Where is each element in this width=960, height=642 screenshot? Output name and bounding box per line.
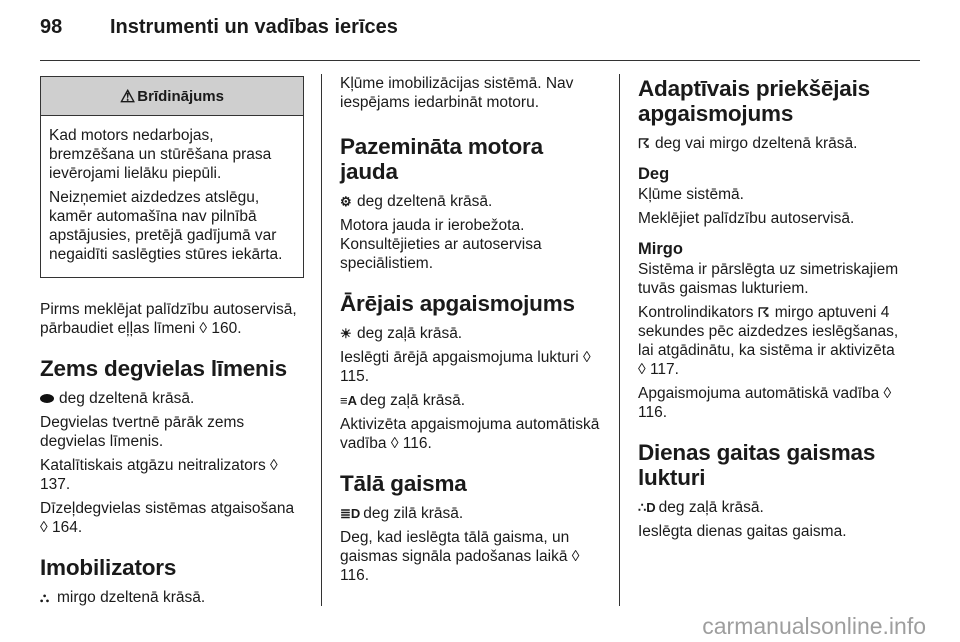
column-1 <box>40 74 304 612</box>
drl-line <box>638 498 900 517</box>
column-2 <box>340 74 602 590</box>
engine-power-text: deg dzeltenā krāsā. <box>357 193 493 210</box>
column-divider <box>619 74 620 606</box>
mirgo-indicator-line <box>638 303 900 379</box>
mirgo-text: Apgaismojuma automātiskā vadība ◊ 116. <box>638 385 892 421</box>
auto-light-icon: ≡A <box>340 393 357 408</box>
afl-icon: ☈ <box>757 305 770 320</box>
oil-text: Pirms meklējat palīdzību autoservisā, pārbaudiet eļļas līmeni ◊ 160. <box>40 301 297 337</box>
mirgo-text: Sistēma ir pārslēgta uz simetriskajiem tuvās gaismas lukturiem. <box>638 261 899 297</box>
warning-body <box>41 116 303 277</box>
fuel-indicator-line <box>40 389 304 408</box>
auto-light-text: deg zaļā krāsā. <box>359 392 466 409</box>
mirgo-heading: Mirgo <box>638 240 683 258</box>
immobilizer-text: Kļūme imobilizācijas sistēmā. Nav iespējams iedarbināt motoru. <box>340 75 574 111</box>
afl-icon: ☈ <box>638 136 650 151</box>
page-title: Instrumenti un vadības ierīces <box>110 16 398 38</box>
deg-text: Meklējiet palīdzību autoservisā. <box>638 210 855 227</box>
mirgo-text: Kontrolindikators <box>638 304 754 321</box>
warning-box <box>40 76 304 278</box>
high-beam-text: deg zilā krāsā. <box>363 505 464 522</box>
deg-heading: Deg <box>638 165 670 183</box>
column-divider <box>321 74 322 606</box>
engine-power-heading: Pazemināta motora jauda <box>340 134 543 184</box>
drl-text: Ieslēgta dienas gaitas gaisma. <box>638 523 847 540</box>
exterior-light-icon: ☀ <box>340 326 352 341</box>
auto-light-text: Aktivizēta apgaismojuma automātiskā vadība ◊ 116. <box>340 416 600 452</box>
fuel-icon <box>40 394 54 403</box>
warning-text: Kad motors nedarbojas, bremzēšana un stūrēšana prasa ievērojami lielāku piepūli. <box>49 127 272 182</box>
watermark: carmanualsonline.info <box>702 613 926 639</box>
exterior-light-text: Ieslēgti ārējā apgaismojuma lukturi ◊ 115. <box>340 349 591 385</box>
column-3 <box>638 74 900 546</box>
warning-text: Neizņemiet aizdedzes atslēgu, kamēr automašīna nav pilnībā apstājusies, pretējā gadījumā var negaidīti saslēgties stūres iekārta. <box>49 189 283 263</box>
fuel-text: deg dzeltenā krāsā. <box>59 390 195 407</box>
high-beam-heading: Tālā gaisma <box>340 471 467 496</box>
exterior-light-line <box>340 324 602 343</box>
immobilizer-text: mirgo dzeltenā krāsā. <box>57 589 206 606</box>
auto-light-line <box>340 391 602 410</box>
exterior-light-heading: Ārējais apgaismojums <box>340 291 575 316</box>
page-number: 98 <box>40 16 63 38</box>
drl-icon: ∴D <box>638 500 656 515</box>
afl-text: deg vai mirgo dzeltenā krāsā. <box>655 135 858 152</box>
high-beam-text: Deg, kad ieslēgta tālā gaisma, un gaismas signāla padošanas laikā ◊ 116. <box>340 529 580 584</box>
engine-power-text: Motora jauda ir ierobežota. Konsultējieties ar autoservisa speciālistiem. <box>340 217 542 272</box>
immobilizer-line <box>40 588 304 607</box>
fuel-text: Dīzeļdegvielas sistēmas atgaisošana ◊ 164. <box>40 500 295 536</box>
drl-text: deg zaļā krāsā. <box>658 499 764 516</box>
warning-icon: ⚠ <box>120 86 136 106</box>
warning-title: Brīdinājums <box>137 87 224 105</box>
fuel-heading: Zems degvielas līmenis <box>40 356 287 381</box>
fuel-text: Degvielas tvertnē pārāk zems degvielas līmenis. <box>40 414 245 450</box>
drl-heading: Dienas gaitas gaismas lukturi <box>638 440 876 490</box>
afl-heading: Adaptīvais priekšējais apgaismojums <box>638 76 870 126</box>
high-beam-icon: ≣D <box>340 506 361 521</box>
high-beam-line <box>340 504 602 523</box>
header-rule <box>40 60 920 61</box>
mirgo-text: mirgo aptuveni 4 sekundes pēc aizdedzes ieslēgšanas, lai atgādinātu, ka sistēma ir aktivizēta ◊ 117. <box>638 304 899 378</box>
warning-header <box>41 77 303 116</box>
deg-text: Kļūme sistēmā. <box>638 186 744 203</box>
fuel-text: Katalītiskais atgāzu neitralizators ◊ 137. <box>40 457 278 493</box>
afl-line <box>638 134 900 153</box>
engine-power-icon: ⚙ <box>340 194 352 209</box>
engine-power-line <box>340 192 602 211</box>
immobilizer-icon: ⛬ <box>40 590 50 605</box>
exterior-light-text: deg zaļā krāsā. <box>357 325 463 342</box>
page-header <box>40 16 398 39</box>
immobilizer-heading: Imobilizators <box>40 555 177 580</box>
